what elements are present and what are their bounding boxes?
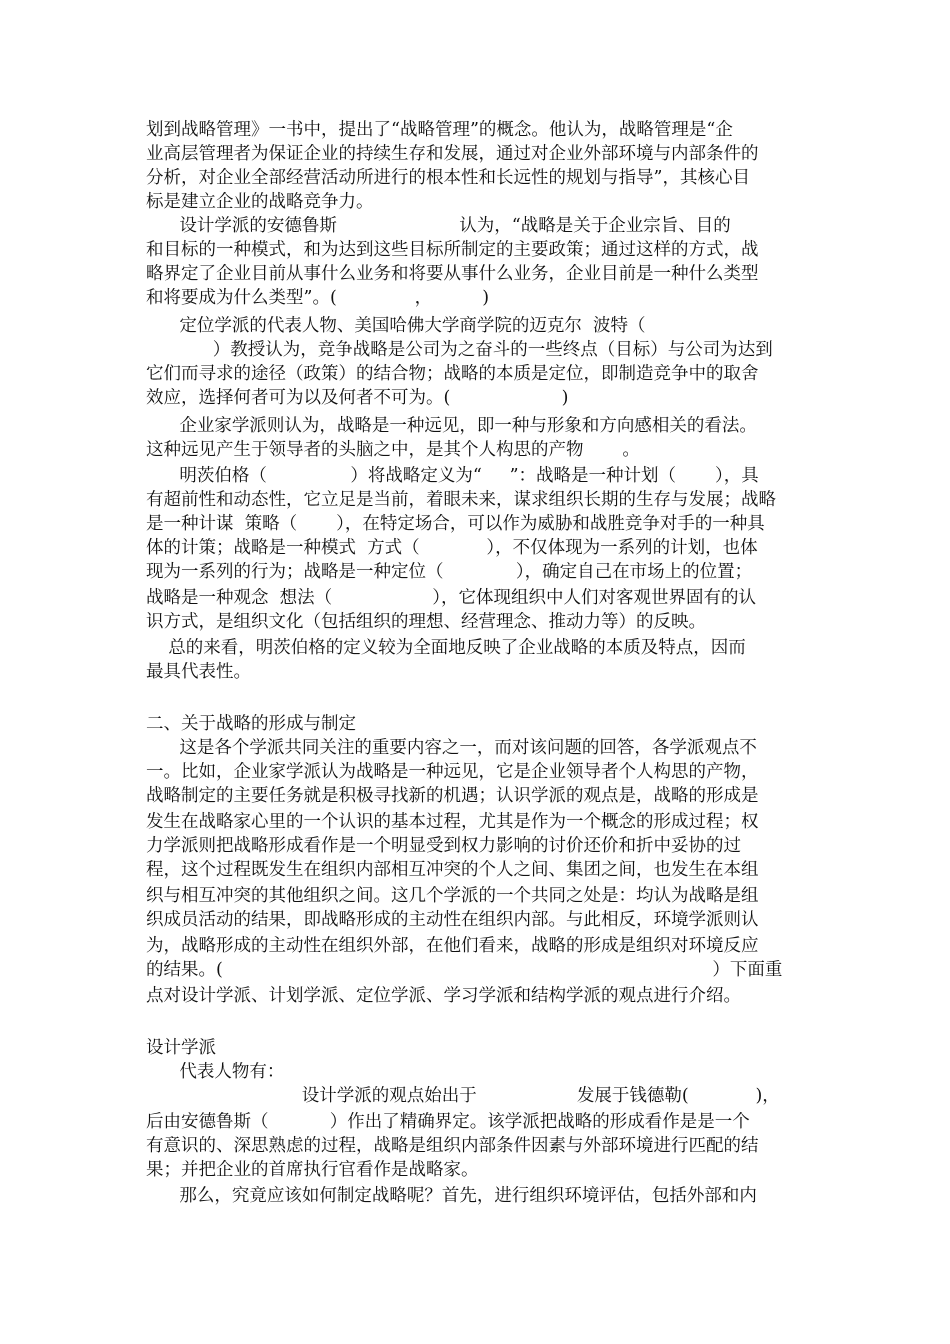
- text-line: 划到战略管理》一书中，提出了“战略管理”的概念。他认为，战略管理是“企: [146, 120, 733, 140]
- text-line: 程，这个过程既发生在组织内部相互冲突的个人之间、集团之间，也发生在本组: [146, 860, 759, 880]
- text-line: 识方式，是组织文化（包括组织的理想、经营理念、推动力等）的反映。: [146, 612, 706, 632]
- text-line: 有超前性和动态性，它立足是当前，着眼未来，谋求组织长期的生存与发展；战略: [146, 490, 776, 510]
- text-line: 织与相互冲突的其他组织之间。这几个学派的一个共同之处是：均认为战略是组: [146, 886, 759, 906]
- text-line: 点对设计学派、计划学派、定位学派、学习学派和结构学派的观点进行介绍。: [146, 986, 741, 1006]
- text-line: 定位学派的代表人物、美国哈佛大学商学院的迈克尔 波特（: [146, 316, 646, 336]
- text-line: 标是建立企业的战略竞争力。: [146, 192, 374, 212]
- text-line: 现为一系列的行为；战略是一种定位（ ），确定自己在市场上的位置；: [146, 562, 753, 582]
- text-line: 发生在战略家心里的一个认识的基本过程，尤其是作为一个概念的形成过程；权: [146, 812, 759, 832]
- text-line: 设计学派的安德鲁斯 认为，“战略是关于企业宗旨、目的: [146, 216, 731, 236]
- text-line: 和将要成为什么类型”。( ， ): [146, 288, 490, 308]
- text-line: 后由安德鲁斯（ ）作出了精确界定。该学派把战略的形成看作是是一个: [146, 1112, 750, 1132]
- text-line: 为，战略形成的主动性在组织外部，在他们看来，战略的形成是组织对环境反应: [146, 936, 759, 956]
- text-line: 分析，对企业全部经营活动所进行的根本性和长远性的规划与指导”，其核心目: [146, 168, 750, 188]
- text-line: 它们而寻求的途径（政策）的结合物；战略的本质是定位，即制造竞争中的取舍: [146, 364, 759, 384]
- section-heading: 二、关于战略的形成与制定: [146, 714, 356, 734]
- text-line: 略界定了企业目前从事什么业务和将要从事什么业务，企业目前是一种什么类型: [146, 264, 759, 284]
- text-line: 战略制定的主要任务就是积极寻找新的机遇；认识学派的观点是，战略的形成是: [146, 786, 759, 806]
- text-line: 业高层管理者为保证企业的持续生存和发展，通过对企业外部环境与内部条件的: [146, 144, 759, 164]
- text-line: 效应，选择何者可为以及何者不可为。( ): [146, 388, 569, 408]
- text-line: 这是各个学派共同关注的重要内容之一，而对该问题的回答，各学派观点不: [146, 738, 757, 758]
- text-line: 企业家学派则认为，战略是一种远见，即一种与形象和方向感相关的看法。: [146, 416, 757, 436]
- text-line: 设计学派的观点始出于 发展于钱德勒( )，: [146, 1086, 780, 1106]
- text-line: 织成员活动的结果，即战略形成的主动性在组织内部。与此相反，环境学派则认: [146, 910, 759, 930]
- text-line: 是一种计谋 策略（ ），在特定场合，可以作为威胁和战胜竞争对手的一种具: [146, 514, 765, 534]
- text-line: 明茨伯格（ ）将战略定义为“ ”：战略是一种计划（ ），具: [146, 466, 759, 486]
- text-line: 体的计策；战略是一种模式 方式（ ），不仅体现为一系列的计划，也体: [146, 538, 758, 558]
- text-line: ）教授认为，竞争战略是公司为之奋斗的一些终点（目标）与公司为达到: [146, 340, 773, 360]
- text-line: 和目标的一种模式，和为达到这些目标所制定的主要政策；通过这样的方式，战: [146, 240, 759, 260]
- subsection-heading: 设计学派: [146, 1038, 216, 1058]
- text-line: 那么，究竟应该如何制定战略呢？首先，进行组织环境评估，包括外部和内: [146, 1186, 757, 1206]
- text-line: 一。比如，企业家学派认为战略是一种远见，它是企业领导者个人构思的产物，: [146, 762, 759, 782]
- text-line: 力学派则把战略形成看作是一个明显受到权力影响的讨价还价和折中妥协的过: [146, 836, 741, 856]
- text-line: 总的来看，明茨伯格的定义较为全面地反映了企业战略的本质及特点，因而: [146, 638, 746, 658]
- text-line: 代表人物有：: [146, 1062, 285, 1082]
- text-line: 这种远见产生于领导者的头脑之中，是其个人构思的产物 。: [146, 440, 640, 460]
- text-line: 最具代表性。: [146, 662, 251, 682]
- text-line: 有意识的、深思熟虑的过程，战略是组织内部条件因素与外部环境进行匹配的结: [146, 1136, 759, 1156]
- text-line: 果；并把企业的首席执行官看作是战略家。: [146, 1160, 479, 1180]
- text-line: 战略是一种观念 想法（ ），它体现组织中人们对客观世界固有的认: [146, 588, 757, 608]
- text-line: 的结果。( ）下面重: [146, 960, 783, 980]
